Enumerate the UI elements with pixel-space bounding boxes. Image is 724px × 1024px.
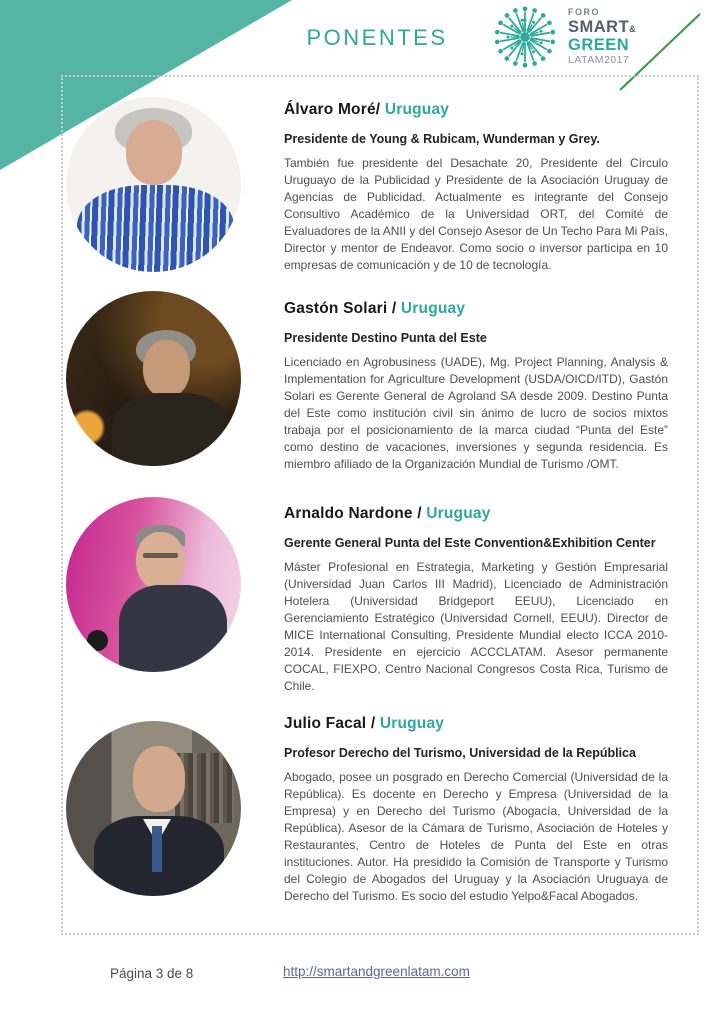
photo-face: [136, 532, 185, 590]
speaker-photo: [66, 497, 241, 672]
photo-shirt: [112, 393, 231, 467]
speaker-role: Profesor Derecho del Turismo, Universidad de la República: [284, 746, 636, 760]
logo-smart-text: SMART: [568, 18, 630, 36]
speaker-name: [284, 300, 668, 318]
photo-glasses: [143, 553, 178, 558]
speaker-name: [284, 715, 668, 733]
speaker-role: Presidente Destino Punta del Este: [284, 331, 487, 345]
logo-ampersand: &: [629, 24, 637, 34]
photo-face: [133, 746, 186, 813]
speaker-photo: [66, 291, 241, 466]
logo-foro: FORO: [568, 7, 600, 17]
speaker-bio: Abogado, posee un posgrado en Derecho Comercial (Universidad de la República). Es docente en Derecho y Empresa (Universidad de la Empresa) y en Derecho del Turismo (Abogacía, Universidad de la República). Asesor de la Cámara de Turismo, Asociación de Hoteles y Restaurantes, Centro de Hoteles de Punta del Este en otras instituciones. Autor. Ha presidido la Comisión de Transporte y Turismo del Colegio de Abogados del Uruguay y la Asociación Uruguaya de Derecho del Turismo. Es socio del estudio Yelpo&Facal Abogados.: [284, 770, 668, 903]
logo-green: GREEN: [568, 35, 630, 54]
speaker-role: Presidente de Young & Rubicam, Wunderman y Grey.: [284, 132, 600, 146]
speaker-name-text: Gastón Solari /: [284, 300, 397, 317]
photo-tie: [152, 826, 163, 872]
speaker-photo: [66, 721, 241, 896]
photo-face: [126, 120, 182, 185]
speaker-name-text: Julio Facal /: [284, 715, 376, 732]
page-indicator: Página 3 de 8: [110, 966, 194, 981]
speaker-name: [284, 505, 668, 523]
speaker-country: Uruguay: [384, 101, 450, 118]
speaker-name-text: Arnaldo Nardone /: [284, 505, 422, 522]
speaker-bio: Licenciado en Agrobusiness (UADE), Mg. Project Planning, Analysis & Implementation for Agriculture Development (USDA/OICD/ITD), Gastón Solari es Gerente General de Agroland SA desde 2009. Destino Punta del Este como institución civil sin ánimo de lucro de socios mixtos trabaja por el posicionamiento de la marca ciudad “Punta del Este” como destino de vacaciones, inversiones y segunda residencia. Es miembro afiliado de la Organización Mundial de Turismo /OMT.: [284, 355, 668, 471]
logo-latam: LATAM2017: [568, 54, 630, 66]
speaker-role: Gerente General Punta del Este Convention&Exhibition Center: [284, 536, 656, 550]
speaker-country: Uruguay: [379, 715, 445, 732]
speaker-bio: Máster Profesional en Estrategia, Marketing y Gestión Empresarial (Universidad Juan Carlos III Madrid), Licenciado de Administración Hotelera (Universidad Bridgeport EEUU), Licenciado en Gerenciamiento Estratégico (Universidad Cornell, EEUU). Director de MICE International Consulting, Presidente Mundial electo ICCA 2010-2014. Presidente en ejercicio ACCCLATAM. Asesor permanente COCAL, FIEXPO, Centro Nacional Congresos Costa Rica, Turismo de Chile.: [284, 560, 668, 693]
speaker-photo: [66, 97, 241, 272]
speaker-country: Uruguay: [426, 505, 491, 522]
speaker-country: Uruguay: [400, 300, 466, 317]
speaker-name-text: Álvaro Moré/: [284, 101, 381, 118]
speaker-name: [284, 101, 668, 119]
photo-shirt: [77, 185, 235, 273]
dandelion-burst-icon: [490, 2, 560, 72]
speaker-bio: También fue presidente del Desachate 20, Presidente del Círculo Uruguayo de la Publicidad y Presidente de la Asociación Uruguay de Agencias de Publicidad. Actualmente es integrante del Consejo Consultivo Académico de la Universidad ORT, del Comité de Evaluadores de la ANII y del Consejo Asesor de Un Techo Para Mi País, Director y mentor de Endeavor. Como socio o inversor participa en 10 empresas de comunicación y de 10 de tecnología.: [284, 156, 668, 272]
page-title: PONENTES: [306, 25, 448, 50]
website-link[interactable]: http://smartandgreenlatam.com: [283, 964, 470, 979]
photo-face: [143, 340, 190, 398]
photo-suit: [119, 585, 228, 673]
